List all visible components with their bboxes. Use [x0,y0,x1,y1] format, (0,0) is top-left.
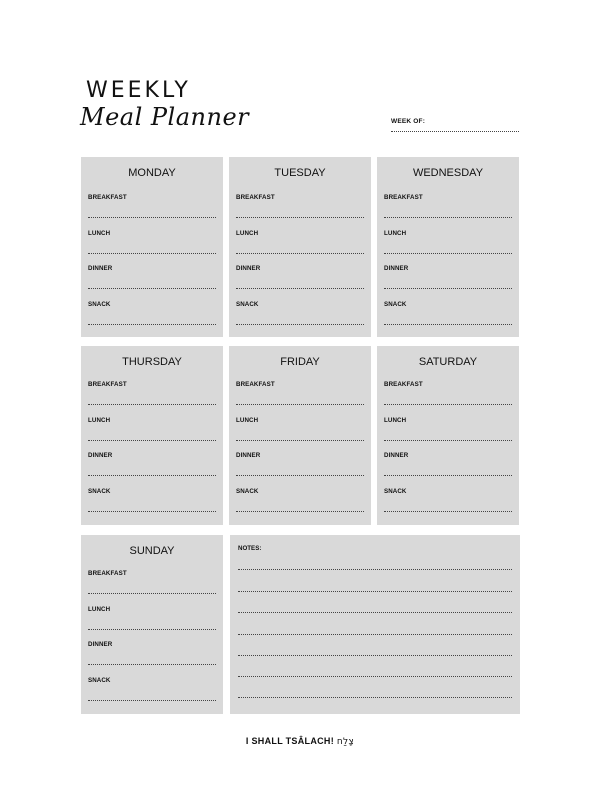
write-line [88,511,216,512]
meal-label: DINNER [236,265,261,272]
day-card-friday [229,346,371,525]
write-line [384,253,512,254]
write-line [88,217,216,218]
meal-dinner[interactable] [88,452,216,482]
day-card-wednesday [377,157,519,337]
notes-label: NOTES: [238,545,262,552]
meal-breakfast[interactable] [384,194,512,224]
meal-dinner[interactable] [384,452,512,482]
write-line [384,475,512,476]
write-line [384,324,512,325]
meal-snack[interactable] [88,301,216,331]
title-weekly: WEEKLY [86,78,191,103]
notes-line [238,591,512,592]
write-line [236,511,364,512]
day-card-thursday [81,346,223,525]
write-line [236,288,364,289]
meal-label: SNACK [236,301,259,308]
meal-breakfast[interactable] [236,194,364,224]
write-line [88,324,216,325]
meal-label: LUNCH [88,417,111,424]
meal-label: BREAKFAST [236,194,275,201]
meal-lunch[interactable] [384,230,512,260]
write-line [88,404,216,405]
meal-label: DINNER [88,452,113,459]
notes-line [238,634,512,635]
meal-lunch[interactable] [88,230,216,260]
day-title: WEDNESDAY [412,167,484,179]
write-line [88,664,216,665]
meal-label: BREAKFAST [88,381,127,388]
meal-breakfast[interactable] [88,194,216,224]
meal-snack[interactable] [236,301,364,331]
meal-breakfast[interactable] [236,381,364,411]
write-line [88,700,216,701]
day-card-monday [81,157,223,337]
write-line [384,511,512,512]
write-line [88,475,216,476]
footer-tagline [0,736,600,747]
meal-snack[interactable] [384,301,512,331]
week-of-line [391,131,519,132]
day-card-sunday [81,535,223,714]
meal-label: LUNCH [88,606,111,613]
notes-line [238,676,512,677]
meal-label: DINNER [236,452,261,459]
day-title: SATURDAY [418,356,478,368]
meal-lunch[interactable] [88,606,216,636]
write-line [236,324,364,325]
meal-snack[interactable] [236,488,364,518]
notes-line [238,655,512,656]
meal-lunch[interactable] [88,417,216,447]
write-line [236,475,364,476]
meal-label: SNACK [88,488,111,495]
day-title: SUNDAY [129,545,175,557]
meal-dinner[interactable] [384,265,512,295]
meal-label: LUNCH [236,230,259,237]
week-of-field[interactable] [391,118,519,134]
meal-dinner[interactable] [236,265,364,295]
meal-lunch[interactable] [236,230,364,260]
footer-text: I SHALL TSÂLACH! [245,736,335,746]
write-line [384,404,512,405]
meal-label: LUNCH [88,230,111,237]
write-line [236,440,364,441]
meal-label: BREAKFAST [88,570,127,577]
meal-label: BREAKFAST [236,381,275,388]
meal-snack[interactable] [88,677,216,707]
write-line [88,440,216,441]
meal-lunch[interactable] [236,417,364,447]
day-title: TUESDAY [274,167,326,179]
meal-dinner[interactable] [236,452,364,482]
meal-label: DINNER [384,452,409,459]
meal-snack[interactable] [88,488,216,518]
meal-label: LUNCH [236,417,259,424]
meal-label: LUNCH [384,230,407,237]
meal-label: SNACK [88,301,111,308]
write-line [236,217,364,218]
write-line [236,404,364,405]
meal-dinner[interactable] [88,641,216,671]
write-line [236,253,364,254]
day-title: THURSDAY [122,356,182,368]
meal-breakfast[interactable] [88,570,216,600]
write-line [384,288,512,289]
meal-lunch[interactable] [384,417,512,447]
meal-label: SNACK [384,301,407,308]
meal-label: BREAKFAST [88,194,127,201]
write-line [88,593,216,594]
write-line [88,253,216,254]
meal-breakfast[interactable] [88,381,216,411]
day-card-saturday [377,346,519,525]
footer-hebrew: צָלַח [336,737,355,747]
meal-label: BREAKFAST [384,381,423,388]
day-title: MONDAY [128,167,176,179]
meal-label: SNACK [384,488,407,495]
day-card-tuesday [229,157,371,337]
meal-label: LUNCH [384,417,407,424]
notes-line [238,697,512,698]
notes-card[interactable] [230,535,520,714]
meal-label: SNACK [88,677,111,684]
week-of-label: WEEK OF: [391,118,426,125]
meal-label: BREAKFAST [384,194,423,201]
meal-dinner[interactable] [88,265,216,295]
write-line [88,288,216,289]
write-line [88,629,216,630]
write-line [384,440,512,441]
notes-line [238,569,512,570]
meal-label: DINNER [384,265,409,272]
meal-label: DINNER [88,265,113,272]
day-title: FRIDAY [280,356,320,368]
meal-label: DINNER [88,641,113,648]
notes-line [238,612,512,613]
meal-label: SNACK [236,488,259,495]
title-meal-planner: Meal Planner [80,103,250,131]
write-line [384,217,512,218]
meal-snack[interactable] [384,488,512,518]
meal-breakfast[interactable] [384,381,512,411]
